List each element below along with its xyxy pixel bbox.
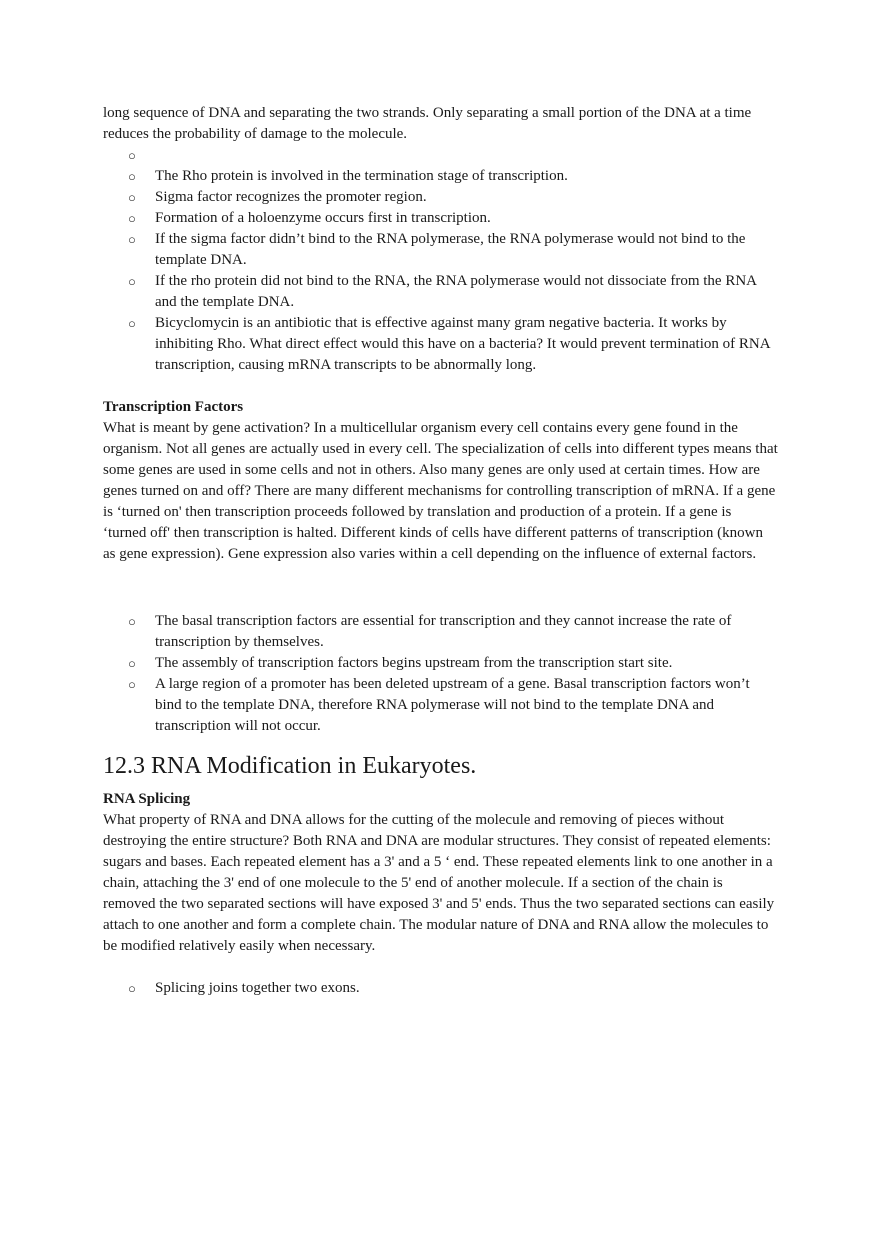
bullet-list-splicing <box>103 978 778 999</box>
spacer <box>103 586 778 607</box>
circle-bullet-icon: ○ <box>128 232 136 247</box>
circle-bullet-icon: ○ <box>128 981 136 996</box>
circle-bullet-icon: ○ <box>128 169 136 184</box>
rna-splicing-heading: RNA Splicing <box>103 791 191 807</box>
bullet-list-rho-sigma <box>103 145 778 376</box>
circle-bullet-icon: ○ <box>128 274 136 289</box>
circle-bullet-icon: ○ <box>128 316 136 331</box>
list-item: ○ The assembly of transcription factors begins upstream from the transcription start site. <box>103 653 778 674</box>
list-item: ○ Formation of a holoenzyme occurs first in transcription. <box>103 208 778 229</box>
spacer <box>103 565 778 586</box>
list-item: ○ The basal transcription factors are essential for transcription and they cannot increase the rate of transcription by themselves. <box>128 613 732 650</box>
spacer <box>103 376 778 397</box>
circle-bullet-icon: ○ <box>128 190 136 205</box>
intro-paragraph: long sequence of DNA and separating the two strands. Only separating a small portion of the DNA at a time reduces the probability of damage to the molecule. <box>103 105 752 142</box>
list-item: ○ Splicing joins together two exons. <box>103 978 778 999</box>
list-item: ○ If the rho protein did not bind to the RNA, the RNA polymerase would not dissociate from the RNA and the template DNA. <box>128 273 757 310</box>
list-item: ○ Bicyclomycin is an antibiotic that is effective against many gram negative bacteria. It works by inhibiting Rho. What direct effect would this have on a bacteria? It would prevent termination of RNA transcription, causing mRNA transcripts to be abnormally long. <box>128 315 770 373</box>
transcription-factors-paragraph: What is meant by gene activation? In a multicellular organism every cell contains every gene found in the organism. Not all genes are actually used in every cell. The specialization of cells into different types means that some genes are used in some cells and not in others. Also many genes are only used at certain times. How are genes turned on and off? There are many different mechanisms for controlling transcription of mRNA. If a gene is ‘turned on' then transcription proceeds followed by translation and production of a protein. If a gene is ‘turned off' then transcription is halted. Different kinds of cells have different patterns of transcription (known as gene expression). Gene expression also varies within a cell depending on the influence of external factors. <box>103 420 778 562</box>
list-item: ○ A large region of a promoter has been deleted upstream of a gene. Basal transcription factors won’t bind to the template DNA, therefore RNA polymerase will not bind to the template DNA and transcription will not occur. <box>128 676 750 734</box>
circle-bullet-icon: ○ <box>128 148 136 163</box>
list-item: ○ Sigma factor recognizes the promoter region. <box>103 187 778 208</box>
list-item <box>103 145 778 166</box>
circle-bullet-icon: ○ <box>128 677 136 692</box>
document-page <box>103 103 778 999</box>
section-title: 12.3 RNA Modification in Eukaryotes. <box>103 753 477 779</box>
circle-bullet-icon: ○ <box>128 614 136 629</box>
bullet-list-transcription-factors <box>103 611 778 737</box>
circle-bullet-icon: ○ <box>128 211 136 226</box>
circle-bullet-icon: ○ <box>128 656 136 671</box>
spacer <box>103 737 778 751</box>
spacer <box>103 781 778 789</box>
transcription-factors-heading: Transcription Factors <box>103 399 244 415</box>
list-item: ○ If the sigma factor didn’t bind to the RNA polymerase, the RNA polymerase would not bind to the template DNA. <box>128 231 746 268</box>
rna-splicing-paragraph: What property of RNA and DNA allows for the cutting of the molecule and removing of pieces without destroying the entire structure? Both RNA and DNA are modular structures. They consist of repeated elements: sugars and bases. Each repeated element has a 3' and a 5 ‘ end. These repeated elements link to one another in a chain, attaching the 3' end of one molecule to the 5' end of another molecule. If a section of the chain is removed the two separated sections will have exposed 3' and 5' ends. Thus the two separated sections can easily attach to one another and form a complete chain. The modular nature of DNA and RNA allow the molecules to be modified relatively easily when necessary. <box>103 812 775 954</box>
list-item: ○ The Rho protein is involved in the termination stage of transcription. <box>103 166 778 187</box>
spacer <box>103 957 778 978</box>
